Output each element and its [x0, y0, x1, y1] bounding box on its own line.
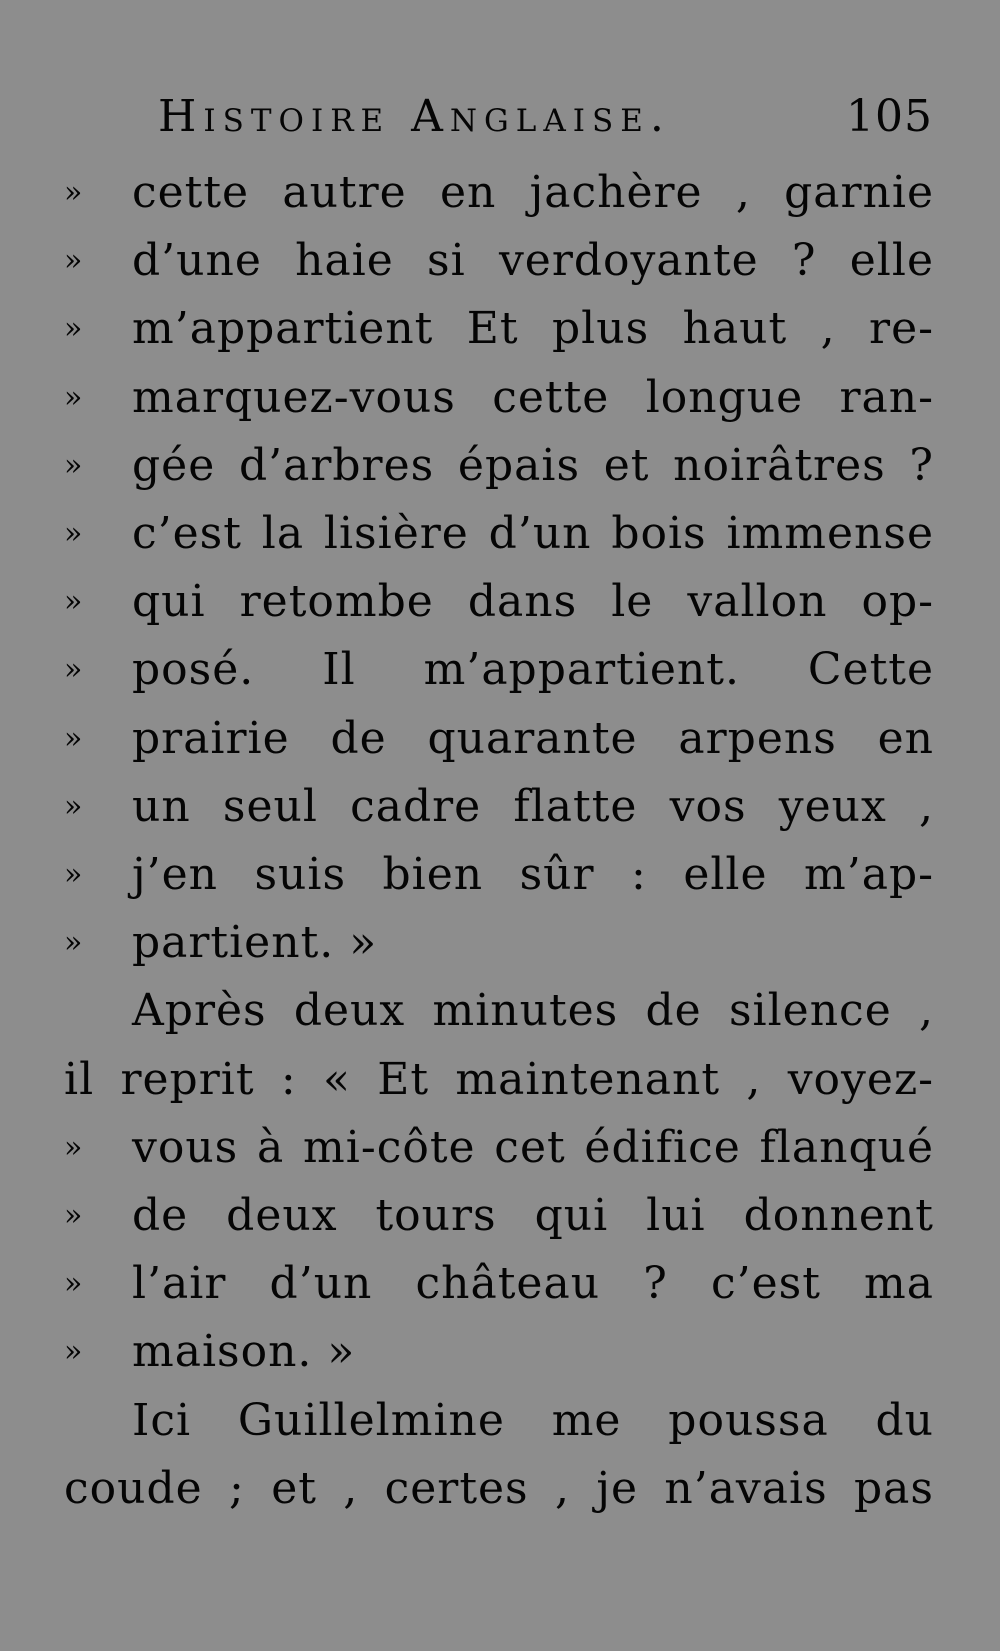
text-line: [64, 912, 934, 974]
line-text: m’appartient Et plus haut , re-: [132, 303, 934, 355]
quotation-mark: »: [64, 788, 83, 824]
line-text: un seul cadre flatte vos yeux ,: [132, 780, 934, 832]
header-title: Histoire Anglaise.: [158, 91, 671, 142]
text-line: [64, 776, 934, 838]
text-line: [64, 298, 934, 360]
page-number: 105: [846, 91, 933, 142]
text-line: [64, 844, 934, 906]
text-line: [64, 1185, 934, 1247]
quotation-mark: »: [64, 379, 83, 415]
text-line: [64, 708, 934, 770]
line-text: d’une haie si verdoyante ? elle: [132, 235, 934, 287]
line-text: Ici Guillelmine me poussa du: [132, 1394, 934, 1446]
text-line: [64, 1253, 934, 1315]
text-line: [64, 367, 934, 429]
text-line: [64, 980, 934, 1042]
line-text: gée d’arbres épais et noirâtres ?: [132, 439, 934, 491]
line-text: Après deux minutes de silence ,: [132, 985, 934, 1037]
text-line: [64, 503, 934, 565]
quotation-mark: »: [64, 447, 83, 483]
text-line: [64, 571, 934, 633]
line-text: coude ; et , certes , je n’avais pas: [64, 1462, 934, 1514]
text-line: [64, 1458, 934, 1520]
text-line: [64, 1049, 934, 1111]
quotation-mark: »: [64, 857, 83, 892]
quotation-mark: »: [64, 1334, 83, 1370]
text-line: [64, 230, 934, 292]
line-text: partient. »: [132, 917, 378, 969]
quotation-mark: »: [64, 652, 83, 688]
running-header: [158, 82, 933, 152]
line-text: posé. Il m’appartient. Cette: [132, 644, 934, 696]
line-text: marquez-vous cette longue ran-: [132, 371, 934, 423]
line-text: l’air d’un château ? c’est ma: [132, 1258, 934, 1310]
text-line: [64, 1390, 934, 1452]
line-text: maison. »: [132, 1326, 356, 1378]
text-line: [64, 639, 934, 701]
quotation-mark: »: [64, 311, 83, 347]
line-text: j’en suis bien sûr : elle m’ap-: [132, 849, 934, 900]
line-text: cette autre en jachère , garnie: [132, 167, 934, 218]
line-text: il reprit : « Et maintenant , voyez-: [64, 1053, 934, 1105]
line-text: prairie de quarante arpens en: [132, 712, 934, 764]
text-line: [64, 1321, 934, 1383]
quotation-mark: »: [64, 925, 83, 961]
quotation-mark: »: [64, 584, 83, 620]
quotation-mark: »: [64, 1198, 83, 1233]
line-text: qui retombe dans le vallon op-: [132, 576, 934, 628]
line-text: vous à mi-côte cet édifice flanqué: [132, 1121, 934, 1173]
quotation-mark: »: [64, 243, 83, 279]
quotation-mark: »: [64, 1129, 83, 1165]
quotation-mark: »: [64, 1266, 83, 1302]
quotation-mark: »: [64, 175, 83, 210]
quotation-mark: »: [64, 516, 83, 551]
line-text: de deux tours qui lui donnent: [132, 1190, 934, 1241]
text-line: [64, 435, 934, 497]
quotation-mark: »: [64, 720, 83, 756]
text-line: [64, 1117, 934, 1179]
line-text: c’est la lisière d’un bois immense: [132, 508, 934, 559]
text-line: [64, 162, 934, 224]
